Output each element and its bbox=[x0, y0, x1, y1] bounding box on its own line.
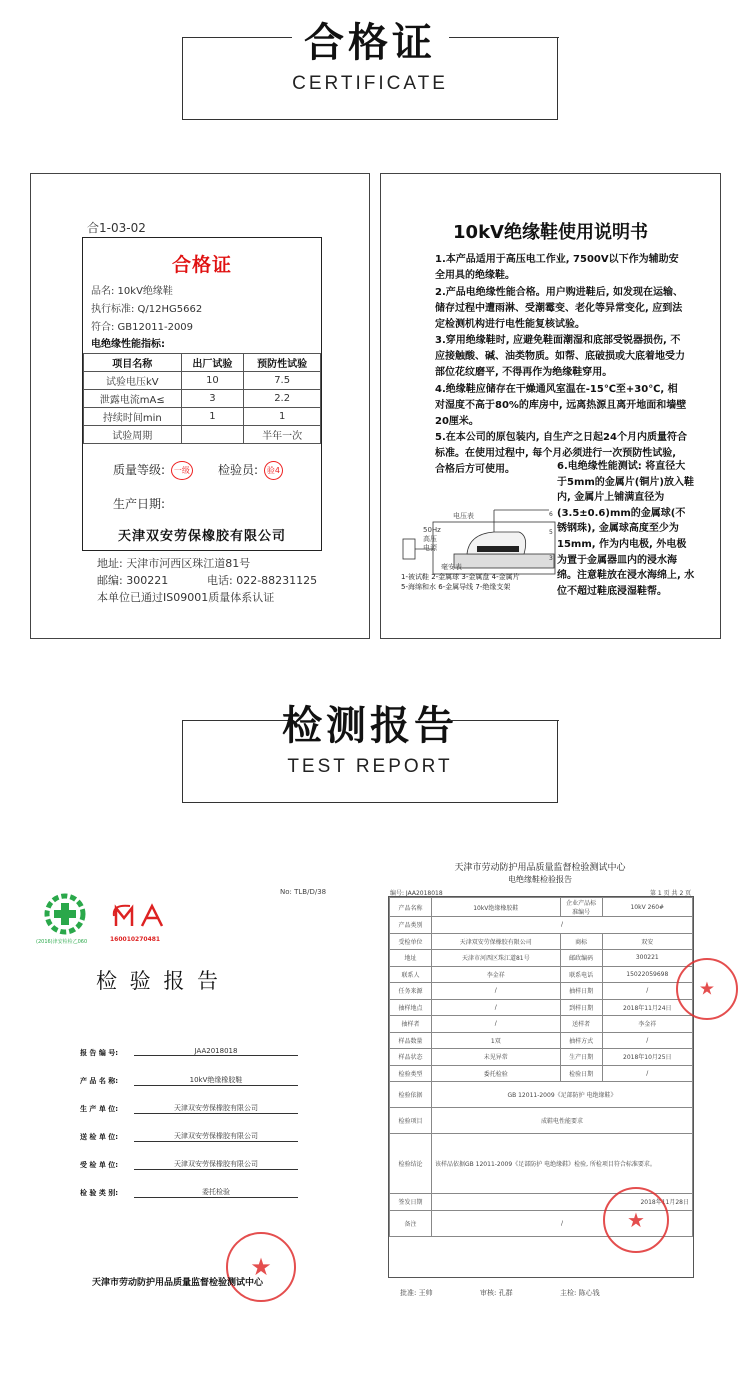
diagram-ammeter-label: 毫安表 bbox=[441, 563, 462, 571]
field-label: 送 检 单 位: bbox=[80, 1133, 119, 1141]
table-cell: 抽样者 bbox=[390, 1016, 432, 1033]
svg-text:5: 5 bbox=[549, 529, 553, 536]
report-sheet bbox=[388, 896, 694, 1278]
table-cell: 样品状态 bbox=[390, 1049, 432, 1066]
table-cell: / bbox=[432, 1210, 693, 1236]
certificate-banner-subtitle: CERTIFICATE bbox=[292, 73, 448, 94]
table-cell: 15022059698 bbox=[602, 966, 692, 983]
diagram-caption bbox=[401, 572, 561, 592]
diagram-power-label: 50Hz高压电源 bbox=[423, 526, 441, 552]
table-cell: 2018年10月25日 bbox=[602, 1049, 692, 1066]
logo-caption: (2016)津安检检乙060 bbox=[36, 939, 88, 945]
table-cell: 天津市河西区珠江道81号 bbox=[432, 950, 561, 967]
manual-paragraph-3: 3.穿用绝缘鞋时, 应避免鞋面潮湿和底部受锐器损伤, 不应接触酸、碱、油类物质。如帮、底破损或大底着地受力部位花纹磨平, 不得再作为绝缘鞋穿用。 bbox=[435, 335, 685, 378]
table-cell: 10kV 260# bbox=[602, 898, 692, 917]
table-cell: 李金祥 bbox=[602, 1016, 692, 1033]
table-row bbox=[390, 983, 693, 1000]
table-cell: / bbox=[602, 1065, 692, 1082]
inspector-label: 检验员: bbox=[218, 463, 259, 477]
table-row bbox=[390, 1082, 693, 1108]
table-cell: 任务来源 bbox=[390, 983, 432, 1000]
address: 地址: 天津市河西区珠江道81号 bbox=[97, 557, 251, 570]
report-number-top: No: TLB/D/38 bbox=[280, 888, 327, 896]
field-label: 生 产 单 位: bbox=[80, 1105, 119, 1113]
table-cell: 签发日期 bbox=[390, 1194, 432, 1211]
table-cell: 产品类别 bbox=[390, 917, 432, 934]
table-cell bbox=[181, 426, 244, 444]
table-header: 出厂试验 bbox=[181, 354, 244, 372]
product-name: 品名: 10kV绝缘鞋 bbox=[91, 286, 173, 297]
table-cell: 送样者 bbox=[560, 1016, 602, 1033]
field-label: 产 品 名 称: bbox=[80, 1077, 119, 1085]
table-row bbox=[390, 917, 693, 934]
manual-paragraph-5: 5.在本公司的原包装内, 自生产之日起24个月内质量符合标准。在使用过程中, 每个月必须进行一次预防性试验, 合格后方可使用。 bbox=[435, 432, 687, 475]
manual-paragraph-6: 6.电绝缘性能测试: 将直径大于5mm的金属片(铜片)放入鞋内, 金属片上铺满直径为(3.5±0.6)mm的金属球(不锈钢珠), 金属球高度至少为15mm, 作为内电极, 外电极为置于金属器皿内的浸水海绵。注意鞋放在浸水海绵上, 水位不超过鞋底浸湿鞋帮。 bbox=[557, 461, 695, 597]
manual-title: 10kV绝缘鞋使用说明书 bbox=[453, 222, 648, 243]
quality-stamp: 一级 bbox=[171, 461, 193, 480]
report-cover bbox=[30, 880, 330, 1340]
field-label: 受 检 单 位: bbox=[80, 1161, 119, 1169]
report-sheet-table bbox=[389, 897, 693, 1237]
table-header: 预防性试验 bbox=[244, 354, 321, 372]
red-seal-icon: ★ bbox=[226, 1232, 296, 1302]
table-cell: 联系电话 bbox=[560, 966, 602, 983]
red-seal-icon: ★ bbox=[603, 1187, 669, 1253]
table-cell: 样品数量 bbox=[390, 1032, 432, 1049]
field-value: 10kV绝缘橡胶鞋 bbox=[134, 1075, 298, 1086]
table-cell: 检验日期 bbox=[560, 1065, 602, 1082]
report-main-inspector: 主检: 陈心钱 bbox=[560, 1289, 600, 1297]
svg-text:6: 6 bbox=[549, 511, 553, 518]
production-date-label: 生产日期: bbox=[113, 497, 166, 511]
iso-note: 本单位已通过IS09001质量体系认证 bbox=[97, 591, 275, 604]
table-cell: / bbox=[602, 1032, 692, 1049]
table-row bbox=[390, 1065, 693, 1082]
report-cover-title: 检 验 报 告 bbox=[96, 969, 222, 993]
diagram-caption-line-2: 5-海绵和水 6-金属导线 7-绝缘支架 bbox=[401, 583, 511, 591]
diagram-caption-line-1: 1-被试鞋 2-金属球 3-金属盘 4-金属片 bbox=[401, 573, 520, 581]
report-sheet-page: 第 1 页 共 2 页 bbox=[650, 890, 692, 897]
cma-caption: 160010270481 bbox=[110, 936, 161, 943]
field-value: 委托检验 bbox=[134, 1187, 298, 1198]
certificate-banner-title: 合格证 bbox=[304, 20, 436, 66]
company-name: 天津双安劳保橡胶有限公司 bbox=[117, 529, 286, 544]
table-cell: 1双 bbox=[432, 1032, 561, 1049]
table-cell: 10 bbox=[181, 372, 244, 390]
report-sheet-subtitle: 电绝缘鞋检验报告 bbox=[508, 875, 572, 884]
table-cell: 10kV绝缘橡胶鞋 bbox=[432, 898, 561, 917]
svg-text:3: 3 bbox=[549, 555, 553, 562]
report-cover-issuer: 天津市劳动防护用品质量监督检验测试中心 bbox=[92, 1278, 264, 1288]
manual-paragraph-2: 2.产品电绝缘性能合格。用户购进鞋后, 如发现在运输、储存过程中遭雨淋、受潮霉变、老化等异常变化, 应到法定检测机构进行电性能复核试验。 bbox=[435, 287, 684, 330]
report-banner bbox=[182, 703, 558, 803]
table-cell: / bbox=[432, 999, 561, 1016]
table-row bbox=[390, 966, 693, 983]
table-cell: 商标 bbox=[560, 933, 602, 950]
manual-card bbox=[380, 173, 721, 639]
table-cell: 天津双安劳保橡胶有限公司 bbox=[432, 933, 561, 950]
table-row bbox=[84, 390, 321, 408]
cma-logo-icon bbox=[110, 902, 168, 930]
report-sheet-org: 天津市劳动防护用品质量监督检验测试中心 bbox=[454, 863, 626, 873]
table-row bbox=[390, 933, 693, 950]
table-row bbox=[390, 950, 693, 967]
table-cell: 持续时间min bbox=[84, 408, 182, 426]
red-seal-icon: ★ bbox=[676, 958, 738, 1020]
table-cell: 1 bbox=[244, 408, 321, 426]
postcode: 邮编: 300221 bbox=[97, 574, 169, 587]
manual-paragraph-4: 4.绝缘鞋应储存在干燥通风室温在-15℃至+30℃, 相对湿度不高于80%的库房中, 远离热源且离开地面和墙壁20厘米。 bbox=[435, 384, 687, 427]
indicator-heading: 电绝缘性能指标: bbox=[91, 339, 165, 350]
table-cell: 未见异常 bbox=[432, 1049, 561, 1066]
table-cell: 7.5 bbox=[244, 372, 321, 390]
manual-paragraph-1: 1.本产品适用于高压电工作业, 7500V以下作为辅助安全用具的绝缘鞋。 bbox=[435, 254, 679, 281]
report-banner-subtitle: TEST REPORT bbox=[287, 756, 453, 777]
report-sheet-number: 编号: JAA2018018 bbox=[390, 890, 443, 897]
table-cell: 检验依据 bbox=[390, 1082, 432, 1108]
table-cell: 泄露电流mA≤ bbox=[84, 390, 182, 408]
table-cell: 委托检验 bbox=[432, 1065, 561, 1082]
table-row bbox=[390, 1108, 693, 1134]
table-row bbox=[84, 426, 321, 444]
certificate-code: 合1-03-02 bbox=[87, 221, 146, 235]
table-row bbox=[390, 898, 693, 917]
table-cell: 2018年11月24日 bbox=[602, 999, 692, 1016]
table-cell: 产品名称 bbox=[390, 898, 432, 917]
certificate-banner bbox=[182, 20, 558, 120]
inspection-logo-icon bbox=[40, 892, 90, 937]
table-cell: 300221 bbox=[602, 950, 692, 967]
field-label: 报 告 编 号: bbox=[80, 1049, 119, 1057]
table-cell: 生产日期 bbox=[560, 1049, 602, 1066]
table-cell: 试验电压kV bbox=[84, 372, 182, 390]
table-cell: / bbox=[432, 917, 693, 934]
field-value: 天津双安劳保橡胶有限公司 bbox=[134, 1103, 298, 1114]
table-cell: 成鞋电性能要求 bbox=[432, 1108, 693, 1134]
inspector-stamp: 验4 bbox=[264, 461, 283, 480]
inspector bbox=[218, 461, 283, 480]
certificate-card bbox=[30, 173, 370, 639]
table-cell: 检验项目 bbox=[390, 1108, 432, 1134]
table-cell: 抽样日期 bbox=[560, 983, 602, 1000]
table-cell: GB 12011-2009《足部防护 电绝缘鞋》 bbox=[432, 1082, 693, 1108]
table-cell: 2.2 bbox=[244, 390, 321, 408]
table-row bbox=[84, 372, 321, 390]
report-checker: 审核: 孔群 bbox=[480, 1289, 513, 1297]
table-cell: / bbox=[602, 983, 692, 1000]
table-row bbox=[390, 1049, 693, 1066]
table-header-row bbox=[84, 354, 321, 372]
quality-grade-label: 质量等级: bbox=[113, 463, 166, 477]
diagram-meter-label: 电压表 bbox=[453, 512, 474, 520]
table-cell: 抽样地点 bbox=[390, 999, 432, 1016]
table-cell: / bbox=[432, 1016, 561, 1033]
table-cell: / bbox=[432, 983, 561, 1000]
table-cell: 半年一次 bbox=[244, 426, 321, 444]
table-cell: 3 bbox=[181, 390, 244, 408]
phone: 电话: 022-88231125 bbox=[207, 574, 318, 587]
table-cell: 到样日期 bbox=[560, 999, 602, 1016]
field-value: 天津双安劳保橡胶有限公司 bbox=[134, 1159, 298, 1170]
table-header: 项目名称 bbox=[84, 354, 182, 372]
certificate-box bbox=[82, 237, 322, 551]
table-cell: 检验类型 bbox=[390, 1065, 432, 1082]
table-cell: 2018年11月28日 bbox=[432, 1194, 693, 1211]
table-cell: 受检单位 bbox=[390, 933, 432, 950]
table-cell: 1 bbox=[181, 408, 244, 426]
quality-grade bbox=[113, 461, 193, 480]
table-cell: 备注 bbox=[390, 1210, 432, 1236]
table-row bbox=[84, 408, 321, 426]
indicator-table bbox=[83, 353, 321, 444]
certificate-title: 合格证 bbox=[171, 254, 232, 276]
field-value: JAA2018018 bbox=[134, 1047, 298, 1056]
table-cell: 试验周期 bbox=[84, 426, 182, 444]
table-row bbox=[390, 999, 693, 1016]
table-cell: 检验结论 bbox=[390, 1134, 432, 1194]
conformance: 符合: GB12011-2009 bbox=[91, 322, 194, 333]
field-label: 检 验 类 别: bbox=[80, 1189, 119, 1197]
table-row bbox=[390, 1016, 693, 1033]
table-cell: 地址 bbox=[390, 950, 432, 967]
report-approver: 批准: 王帅 bbox=[400, 1289, 433, 1297]
report-banner-title: 检测报告 bbox=[282, 703, 458, 749]
table-cell: 双安 bbox=[602, 933, 692, 950]
table-cell: 邮政编码 bbox=[560, 950, 602, 967]
table-row bbox=[390, 1032, 693, 1049]
table-cell: 企业产品标准编号 bbox=[560, 898, 602, 917]
table-cell: 联系人 bbox=[390, 966, 432, 983]
table-cell: 抽样方式 bbox=[560, 1032, 602, 1049]
standard: 执行标准: Q/12HG5662 bbox=[91, 304, 203, 315]
field-value: 天津双安劳保橡胶有限公司 bbox=[134, 1131, 298, 1142]
table-row bbox=[390, 1134, 693, 1194]
table-cell: 李金祥 bbox=[432, 966, 561, 983]
table-cell: 该样品依据GB 12011-2009《足部防护 电绝缘鞋》检验, 所检项目符合标准要求。 bbox=[432, 1134, 693, 1194]
